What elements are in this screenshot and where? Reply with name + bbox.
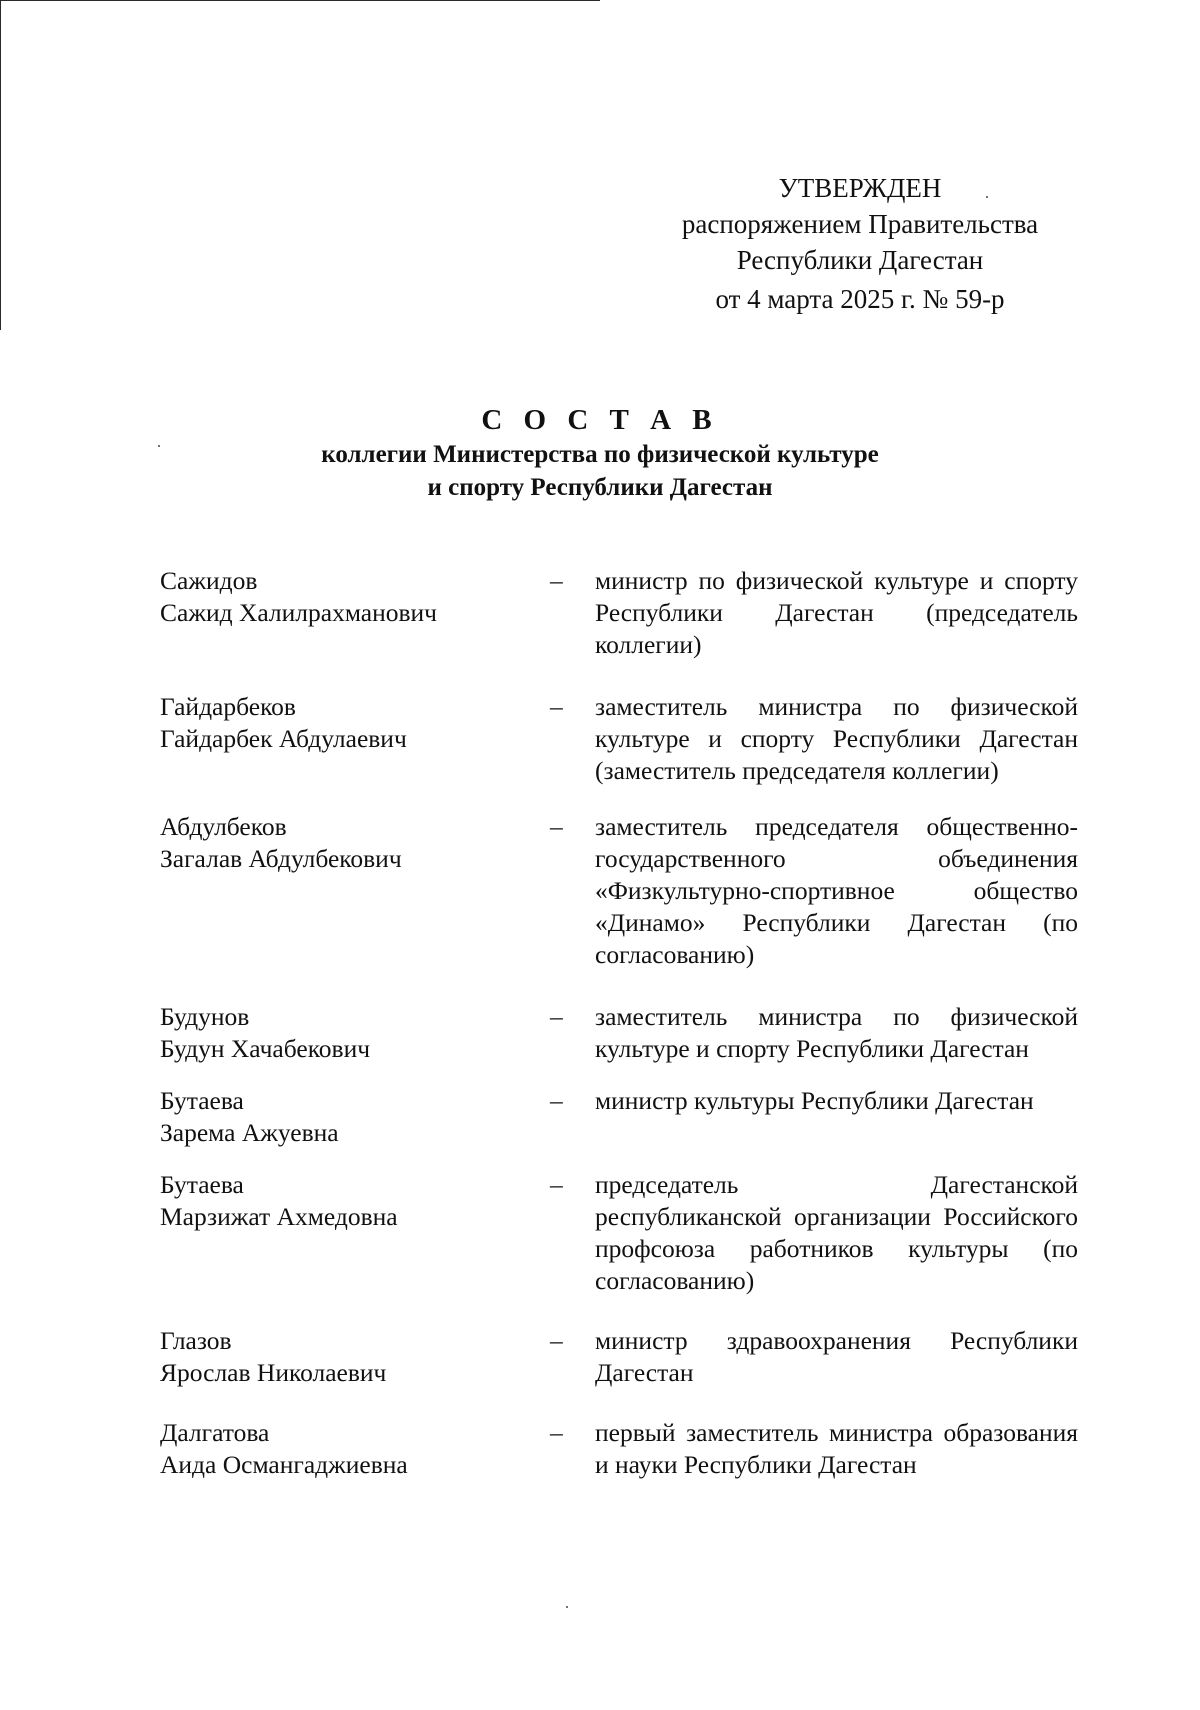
title-line-2: и спорту Республики Дагестан	[427, 474, 773, 501]
member-entry	[160, 1085, 1078, 1149]
member-role: заместитель председателя общественно-государственного объединения «Физкультурно-спортивное общество «Динамо» Республики Дагестан (по согласованию)	[595, 812, 1078, 969]
member-given-names: Марзижат Ахмедовна	[160, 1202, 398, 1231]
title-line-1: коллегии Министерства по физической культуре	[321, 441, 879, 468]
dash-separator: –	[550, 1002, 563, 1031]
document-title	[200, 402, 1000, 504]
member-surname: Гайдарбеков	[160, 692, 296, 721]
member-surname: Далгатова	[160, 1418, 270, 1447]
member-name	[160, 1169, 550, 1233]
member-entry	[160, 565, 1078, 661]
dash-separator: –	[550, 1170, 563, 1199]
dash-separator: –	[550, 692, 563, 721]
member-surname: Абдулбеков	[160, 812, 287, 841]
member-role: заместитель министра по физической культуре и спорту Республики Дагестан	[595, 1002, 1078, 1063]
scan-speck	[566, 1606, 568, 1608]
dash-separator: –	[550, 1086, 563, 1115]
member-given-names: Зарема Ажуевна	[160, 1118, 339, 1147]
approval-date: от 4 марта 2025 г. № 59-р	[715, 284, 1005, 314]
member-name	[160, 1001, 550, 1065]
member-surname: Бутаева	[160, 1086, 244, 1115]
dash-separator: –	[550, 812, 563, 841]
approval-stamp	[660, 170, 1060, 317]
member-surname: Бутаева	[160, 1170, 244, 1199]
member-name	[160, 565, 550, 629]
member-given-names: Гайдарбек Абдулаевич	[160, 724, 407, 753]
member-given-names: Загалав Абдулбекович	[160, 844, 402, 873]
scan-speck	[158, 445, 160, 447]
member-name	[160, 691, 550, 755]
member-entry	[160, 1001, 1078, 1065]
members-list	[160, 565, 1078, 1481]
member-name	[160, 811, 550, 875]
member-entry	[160, 811, 1078, 971]
member-surname: Сажидов	[160, 566, 258, 595]
member-role: министр культуры Республики Дагестан	[595, 1086, 1034, 1115]
dash-separator: –	[550, 1418, 563, 1447]
member-entry	[160, 691, 1078, 787]
member-surname: Будунов	[160, 1002, 250, 1031]
approval-title: УТВЕРЖДЕН	[778, 173, 942, 203]
member-entry	[160, 1417, 1078, 1481]
dash-separator: –	[550, 1326, 563, 1355]
title-heading: С О С Т А В	[481, 404, 719, 436]
approval-issuer: распоряжением Правительства	[681, 209, 1039, 239]
member-name	[160, 1085, 550, 1149]
member-name	[160, 1417, 550, 1481]
member-given-names: Ярослав Николаевич	[160, 1358, 387, 1387]
member-role: заместитель министра по физической культуре и спорту Республики Дагестан (заместитель председателя коллегии)	[595, 692, 1078, 785]
member-given-names: Аида Османгаджиевна	[160, 1450, 408, 1479]
member-given-names: Сажид Халилрахманович	[160, 598, 438, 627]
member-role: министр по физической культуре и спорту Республики Дагестан (председатель коллегии)	[595, 566, 1078, 659]
dash-separator: –	[550, 566, 563, 595]
member-role: председатель Дагестанской республиканской организации Российского профсоюза работников культуры (по согласованию)	[595, 1170, 1078, 1295]
approval-region: Республики Дагестан	[736, 245, 984, 275]
member-role: министр здравоохранения Республики Дагестан	[595, 1326, 1078, 1387]
member-surname: Глазов	[160, 1326, 232, 1355]
member-role: первый заместитель министра образования и науки Республики Дагестан	[595, 1418, 1078, 1479]
scan-border-left	[0, 0, 1, 330]
member-given-names: Будун Хачабекович	[160, 1034, 371, 1063]
member-entry	[160, 1169, 1078, 1297]
member-name	[160, 1325, 550, 1389]
member-entry	[160, 1325, 1078, 1389]
scan-border-top	[0, 0, 600, 1]
